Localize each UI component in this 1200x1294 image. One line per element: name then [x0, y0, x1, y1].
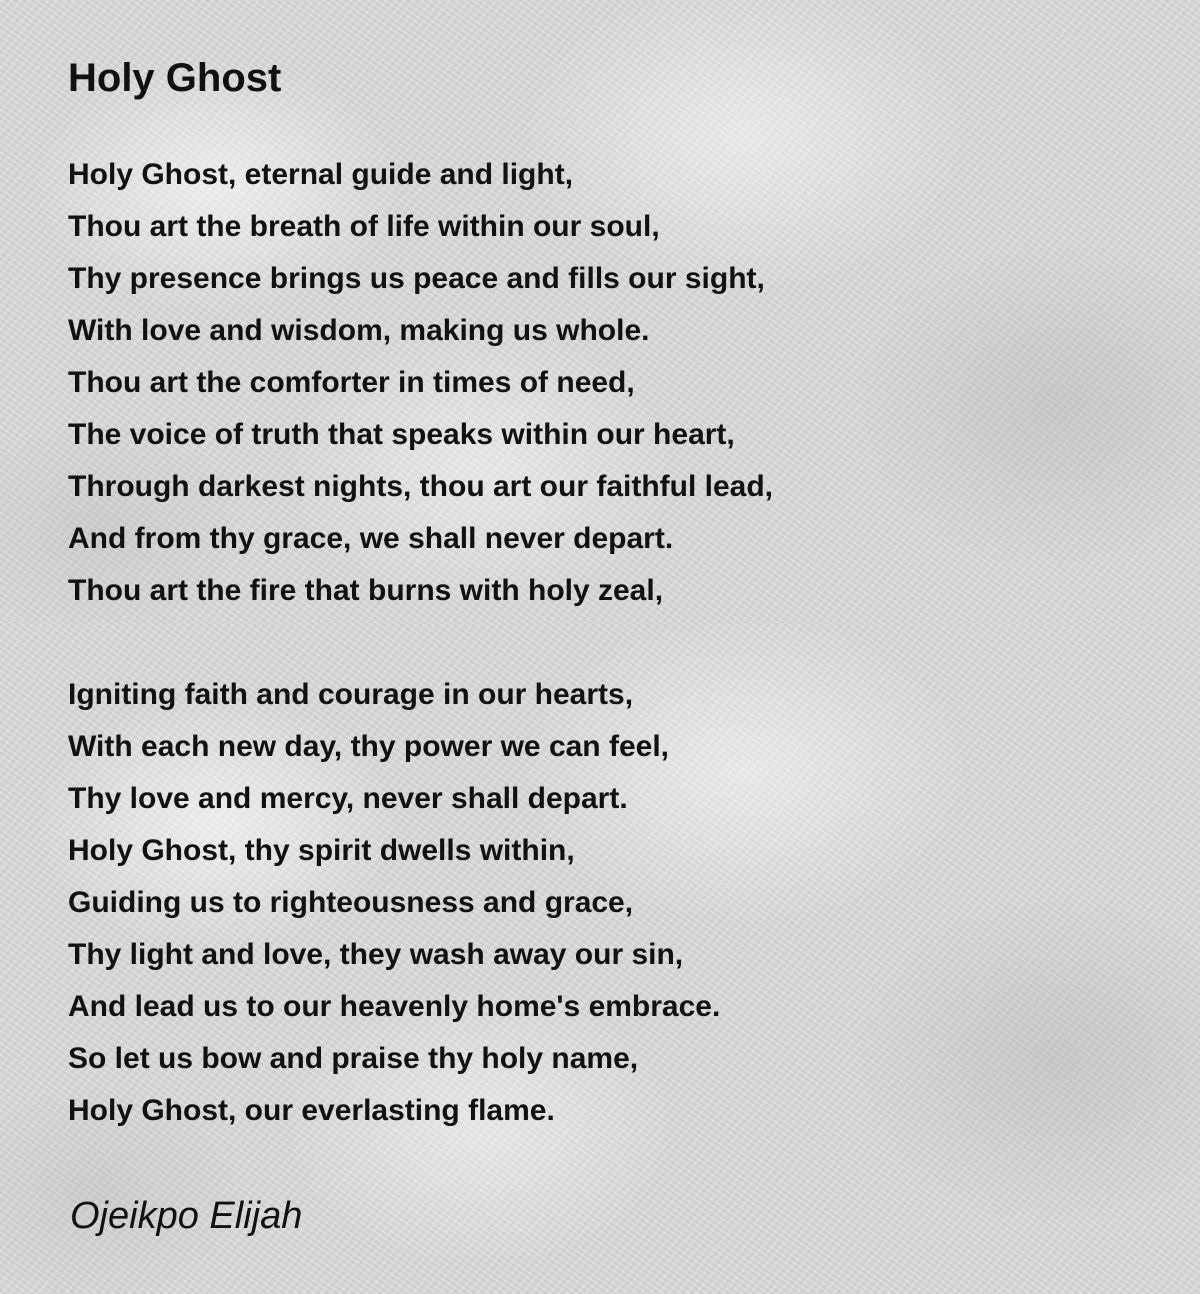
poem-line: With each new day, thy power we can feel, [68, 730, 669, 763]
poem-line: Igniting faith and courage in our hearts, [68, 678, 634, 711]
poem-line: The voice of truth that speaks within our heart, [68, 418, 735, 451]
poem-line: Holy Ghost, thy spirit dwells within, [68, 834, 575, 867]
poem-line: Thy presence brings us peace and fills our sight, [68, 262, 765, 295]
poem-author: Ojeikpo Elijah [70, 1195, 303, 1237]
poem-line: Thou art the comforter in times of need, [68, 366, 635, 399]
poem-line: Thy love and mercy, never shall depart. [68, 782, 628, 815]
poem-line: Thou art the fire that burns with holy zeal, [68, 574, 664, 607]
poem-line: And lead us to our heavenly home's embrace. [68, 990, 721, 1023]
poem-card-bottom [0, 623, 1200, 1294]
poem-title: Holy Ghost [68, 56, 282, 100]
poem-line: Thy light and love, they wash away our sin, [68, 938, 684, 971]
poem-line: Holy Ghost, our everlasting flame. [68, 1094, 555, 1127]
poem-line: With love and wisdom, making us whole. [68, 314, 650, 347]
poem-line: And from thy grace, we shall never depart. [68, 522, 674, 555]
poem-line: Through darkest nights, thou art our faithful lead, [68, 470, 773, 503]
poem-line: Thou art the breath of life within our soul, [68, 210, 660, 243]
poem-line: Holy Ghost, eternal guide and light, [68, 158, 574, 191]
poem-stanza-two [68, 669, 720, 1137]
poem-line: Guiding us to righteousness and grace, [68, 886, 634, 919]
poem-stanza-one [68, 149, 773, 617]
poem-line: So let us bow and praise thy holy name, [68, 1042, 639, 1075]
poem-card-top [0, 0, 1200, 623]
